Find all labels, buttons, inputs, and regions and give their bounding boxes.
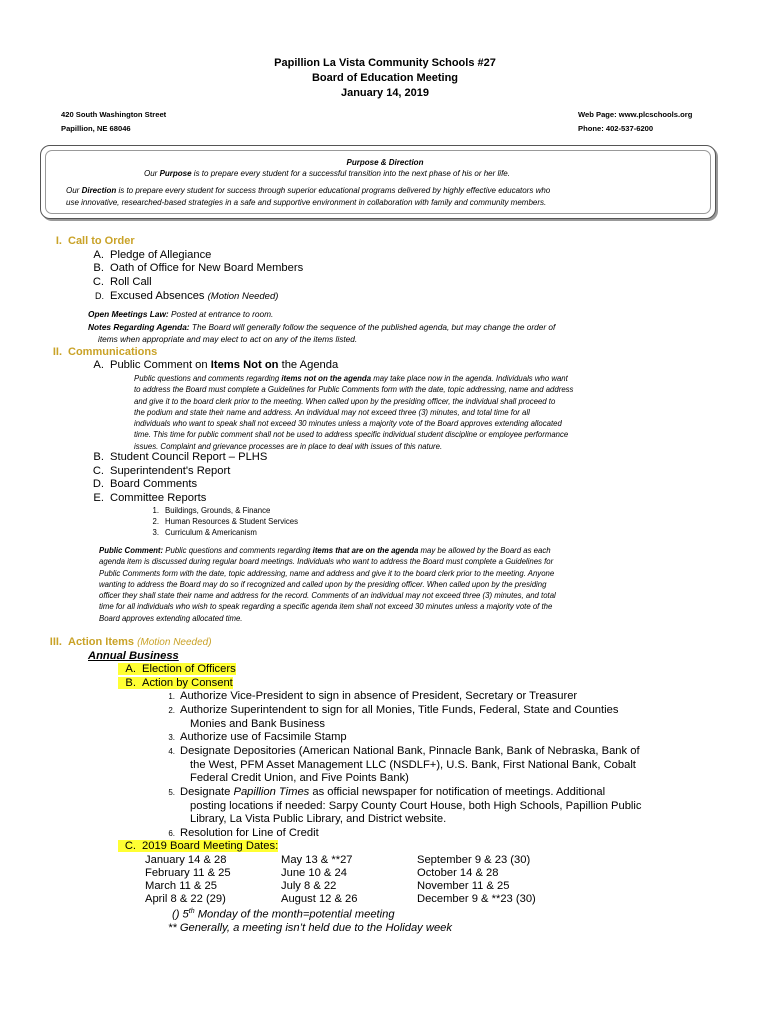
list-item: B. Student Council Report – PLHS: [93, 451, 268, 463]
list-item: C. 2019 Board Meeting Dates:: [118, 840, 278, 852]
consent-item-cont: Library, La Vista Public Library, and District website.: [190, 813, 447, 825]
list-item: A. Election of Officers: [118, 663, 236, 675]
phone: Phone: 402-537-6200: [578, 124, 654, 133]
annual-business-heading: Annual Business: [88, 650, 179, 662]
school-name: Papillion La Vista Community Schools #27: [274, 57, 496, 69]
section-action-items: III. Action Items (Motion Needed): [49, 636, 212, 648]
consent-item-cont: the West, PFM Asset Management LLC (NSDLF+), U.S. Bank, First National Bank, Cobalt: [190, 759, 636, 771]
list-item: C. Superintendent's Report: [92, 465, 231, 477]
consent-item: 5. Designate Papillion Times as official newspaper for notification of meetings. Additional: [168, 786, 606, 798]
direction-statement-line2: use innovative, researched-based strategies in a safe and supportive environment in collaboration with family and community members.: [66, 198, 547, 207]
purpose-direction-box: [40, 145, 716, 219]
list-item: B. Oath of Office for New Board Members: [93, 262, 304, 274]
section-call-to-order: I. Call to Order: [55, 235, 135, 247]
address-line1: 420 South Washington Street: [61, 110, 167, 119]
purpose-statement: Our Purpose is to prepare every student for a successful transition into the next phase of his or her life.: [144, 169, 510, 178]
consent-item: 2. Authorize Superintendent to sign for all Monies, Title Funds, Federal, State and Counties: [168, 704, 619, 716]
sub-list-item: 2. Human Resources & Student Services: [152, 517, 299, 526]
list-item: C. Roll Call: [92, 276, 152, 288]
list-item: A. Pledge of Allegiance: [93, 249, 212, 261]
public-comment-text: Public questions and comments regarding items not on the agenda may take place now in the agenda. Individuals who want to address the Board must complete a Guidelines for Public Comments form with the date, topic addressing, name and address and give it to the board clerk prior to the meeting. When called upon by the presiding officer, the individual shall proceed to the podium and state their name and address. An individual may not exceed three (3) minutes, and total time for all individuals who want to speak shall not exceed 30 minutes unless a majority vote of the Board approves extending allocated time. This time for public comment shall not be used to address specific individual student discipline or employee performance issues. Complaint and grievance processes are in place to deal with issues of this nature.: [134, 374, 574, 451]
holiday-note: ** Generally, a meeting isn’t held due to the Holiday week: [168, 922, 452, 934]
sub-list-item: 1. Buildings, Grounds, & Finance: [152, 506, 271, 515]
consent-item: 6. Resolution for Line of Credit: [168, 827, 319, 839]
sub-list-item: 3. Curriculum & Americanism: [152, 528, 257, 537]
web-page: Web Page: www.plcschools.org: [578, 110, 693, 119]
purpose-title: Purpose & Direction: [346, 158, 424, 167]
direction-statement: Our Direction is to prepare every student for success through superior educational programs delivered by highly effective educators who: [66, 186, 551, 195]
public-comment-policy: Public Comment: Public questions and comments regarding items that are on the agenda may be allowed by the Board as each agenda item is discussed during regular board meetings. Individuals who want to address the Board must complete a Guidelines for Public Comments form with the date, topic addressing, name and address and give it to the board clerk prior to the meeting. Anyone wanting to address the Board may do so if recognized and called upon by the presiding officer. When called upon by the presiding officer they shall state their name and address for the record. Comments of an individual may not exceed three (3) minutes, and total time for all individuals who wish to speak regarding a specific agenda item shall not exceed 30 minutes unless a majority vote of the Board approves extending allocated time.: [99, 546, 556, 623]
agenda-notes-line2: items when appropriate and may elect to act on any of the items listed.: [98, 334, 358, 344]
dates-column-1: January 14 & 28 February 11 & 25 March 11 & 25 April 8 & 22 (29): [145, 854, 231, 905]
meeting-name: Board of Education Meeting: [311, 72, 459, 84]
list-item: B. Action by Consent: [118, 677, 233, 689]
list-item: D. Excused Absences (Motion Needed): [95, 290, 279, 302]
list-item: A. Public Comment on Items Not on the Agenda: [93, 359, 339, 371]
consent-item: 4. Designate Depositories (American National Bank, Pinnacle Bank, Bank of Nebraska, Bank of: [168, 745, 640, 757]
meeting-date: January 14, 2019: [340, 87, 430, 99]
list-item: E. Committee Reports: [93, 492, 207, 504]
address-line2: Papillion, NE 68046: [61, 124, 131, 133]
list-item: D. Board Comments: [92, 478, 198, 490]
open-meetings-note: Open Meetings Law: Posted at entrance to room.: [88, 309, 274, 319]
consent-item-cont: Monies and Bank Business: [190, 718, 325, 730]
agenda-notes: Notes Regarding Agenda: The Board will generally follow the sequence of the published agenda, but may change the order of: [88, 322, 556, 332]
dates-column-2: May 13 & **27 June 10 & 24 July 8 & 22 August 12 & 26: [281, 854, 358, 905]
consent-item: 3. Authorize use of Facsimile Stamp: [168, 731, 347, 743]
consent-item: 1. Authorize Vice-President to sign in absence of President, Secretary or Treasurer: [168, 690, 578, 702]
consent-item-cont: posting locations if needed: Sarpy County Court House, both High Schools, Papillion Public: [190, 800, 642, 812]
consent-item-cont: Federal Credit Union, and Five Points Bank): [190, 772, 409, 784]
section-communications: II. Communications: [52, 346, 158, 358]
fifth-monday-note: () 5th Monday of the month=potential meeting: [172, 908, 395, 921]
dates-column-3: September 9 & 23 (30) October 14 & 28 November 11 & 25 December 9 & **23 (30): [417, 854, 536, 905]
